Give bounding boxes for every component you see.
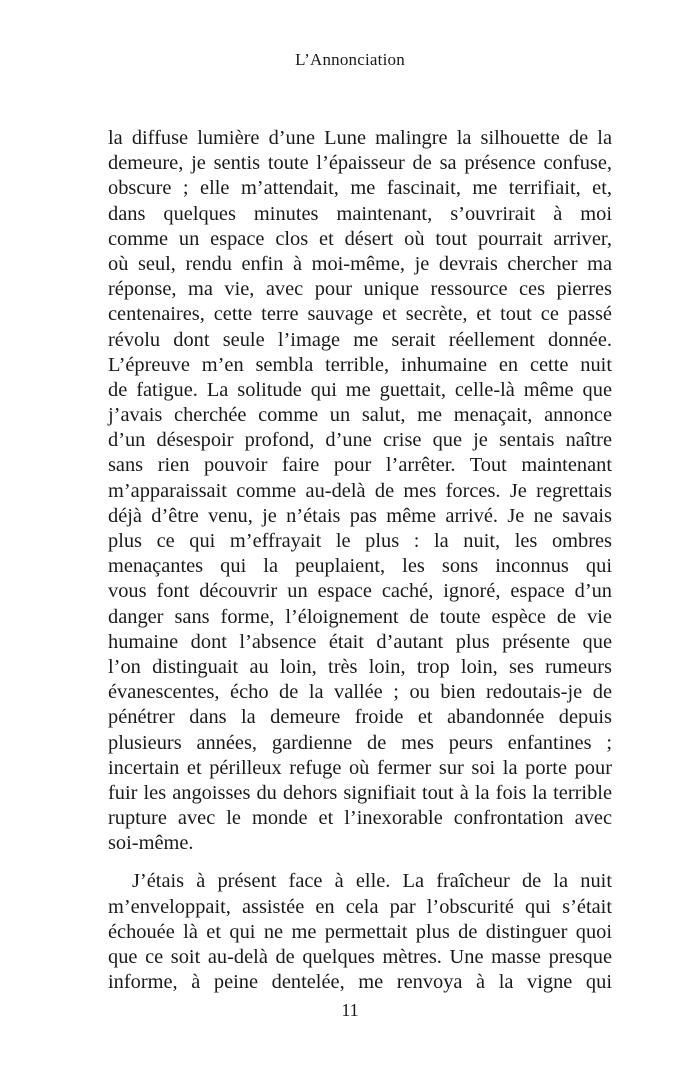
text-line: plus ce qui m’effrayait le plus : la nuit, les ombres: [108, 530, 612, 552]
text-line: d’un désespoir profond, d’une crise que je sentais naître: [108, 429, 612, 452]
text-line: évanescentes, écho de la vallée ; ou bien redoutais-je de: [108, 681, 612, 704]
text-line: comme un espace clos et désert où tout pourrait arriver,: [108, 227, 612, 250]
text-line: m’enveloppait, assistée en cela par l’obscurité qui s’était: [108, 895, 612, 918]
paragraph-2: [108, 869, 612, 995]
text-line: danger sans forme, l’éloignement de toute espèce de vie: [108, 605, 612, 628]
text-line: déjà d’être venu, je n’étais pas même arrivé. Je ne savais: [108, 504, 612, 527]
text-line: pénétrer dans la demeure froide et abandonnée depuis: [108, 706, 612, 729]
text-line: humaine dont l’absence était d’autant plus présente que: [108, 630, 612, 653]
text-line: centenaires, cette terre sauvage et secrète, et tout ce passé: [108, 303, 612, 326]
text-line: la diffuse lumière d’une Lune malingre la silhouette de la: [108, 127, 612, 149]
text-line: incertain et périlleux refuge où fermer sur soi la porte pour: [108, 756, 612, 779]
text-line: demeure, je sentis toute l’épaisseur de sa présence confuse,: [108, 152, 612, 175]
text-line: réponse, ma vie, avec pour unique ressource ces pierres: [108, 278, 612, 301]
text-line: de fatigue. La solitude qui me guettait, celle-là même que: [108, 378, 612, 401]
text-line: m’apparaissait comme au-delà de mes forces. Je regrettais: [108, 479, 612, 502]
text-line: informe, à peine dentelée, me renvoya à la vigne qui: [108, 971, 612, 994]
running-header: L’Annonciation: [295, 50, 405, 69]
text-line: échouée là et qui ne me permettait plus de distinguer quoi: [108, 920, 612, 943]
text-line: obscure ; elle m’attendait, me fascinait, me terrifiait, et,: [108, 177, 612, 200]
text-line: l’on distinguait au loin, très loin, trop loin, ses rumeurs: [108, 655, 612, 678]
text-line: L’épreuve m’en sembla terrible, inhumaine en cette nuit: [108, 353, 612, 376]
text-line: révolu dont seule l’image me serait réellement donnée.: [108, 328, 612, 351]
text-line: fuir les angoisses du dehors signifiait tout à la fois la terrible: [108, 781, 612, 804]
text-line: dans quelques minutes maintenant, s’ouvrirait à moi: [108, 202, 612, 225]
body-text: [108, 126, 612, 995]
text-line: sans rien pouvoir faire pour l’arrêter. Tout maintenant: [108, 454, 612, 477]
text-line: soi-même.: [108, 832, 194, 855]
text-line: menaçantes qui la peuplaient, les sons inconnus qui: [108, 555, 612, 578]
page-number: 11: [341, 1000, 359, 1020]
text-line: J’étais à présent face à elle. La fraîcheur de la nuit: [132, 870, 612, 893]
text-line: plusieurs années, gardienne de mes peurs enfantines ;: [108, 731, 612, 754]
paragraph-1: [108, 126, 612, 856]
text-line: j’avais cherchée comme un salut, me menaçait, annonce: [108, 404, 612, 427]
text-line: où seul, rendu enfin à moi-même, je devrais chercher ma: [108, 252, 612, 275]
text-line: vous font découvrir un espace caché, ignoré, espace d’un: [108, 580, 612, 603]
text-line: rupture avec le monde et l’inexorable confrontation avec: [108, 807, 612, 830]
text-line: que ce soit au-delà de quelques mètres. Une masse presque: [108, 946, 612, 968]
